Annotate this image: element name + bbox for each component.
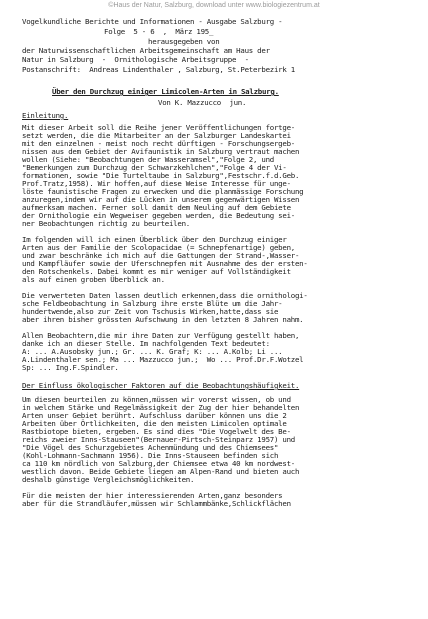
body-line: Sp: ... Ing.F.Spindler. (22, 363, 119, 372)
header-line: Natur in Salzburg - Ornithologische Arbeitsgruppe - (22, 55, 249, 64)
body-line: ca 110 km nördlich von Salzburg,der Chiemsee etwa 40 km nordwest- (22, 459, 295, 468)
article-title: Über den Durchzug einiger Limicolen-Arten in Salzburg. (52, 87, 279, 96)
body-line: sche Feldbeobachtung in Salzburg ihre erste Blüte um die Jahr- (22, 299, 283, 308)
body-line: Prof.Tratz,1958). Wir hoffen,auf diese Weise Interesse für unge- (22, 179, 291, 188)
body-line: Arten aus der Familie der Scolopacidae (= Schnepfenartige) geben, (22, 243, 295, 252)
body-line: formationen, sowie "Die Turteltaube in Salzburg",Festschr.f.d.Geb. (22, 171, 300, 180)
body-line: und Kampfläufer sowie der Uferschnepfen mit Ausnahme des der ersten- (22, 259, 308, 268)
body-line: Mit dieser Arbeit soll die Reihe jener Veröffentlichungen fortge- (22, 123, 295, 132)
body-line: deshalb günstige Vergleichsmöglichkeiten. (22, 475, 195, 484)
body-line: "Die Vögel des Schurzgebietes Achenmündung und des Chiemsees" (22, 443, 279, 452)
body-line: Arbeiten über Örtlichkeiten, die den meisten Limicolen optimale (22, 419, 287, 428)
body-line: "Bemerkungen zum Durchzug der Schwarzkehlchen","Folge 4 der Vi- (22, 163, 287, 172)
body-line: setzt werden, die die Mitarbeiter an der Salzburger Landeskartei (22, 131, 291, 140)
body-line: anzuregen,indem wir auf die Lücken in unserem gegenwärtigen Wissen (22, 195, 300, 204)
body-line: den Rotschenkels. Dabei kommt es mir weniger auf Vollständigkeit (22, 267, 291, 276)
header-line: Vogelkundliche Berichte und Informationen - Ausgabe Salzburg - (22, 17, 283, 26)
body-line: aufmerksam machen. Ferner soll damit dem Neuling auf dem Gebiete (22, 203, 291, 212)
body-line: als auf einen groben Überblick an. (22, 275, 165, 284)
header-line: Postanschrift: Andreas Lindenthaler , Salzburg, St.Peterbezirk 1 (22, 65, 295, 74)
body-line: der Ornithologie ein Wegweiser gegeben werden, die Bedeutung sei- (22, 211, 295, 220)
body-line: Rastbiotope bieten, ergeben. Es sind dies "Die Vogelwelt des Be- (22, 427, 291, 436)
body-line: A: ... A.Ausobsky jun.; Gr. ... K. Graf; K: ... A.Kolb; Li ... (22, 347, 283, 356)
body-line: (Kohl-Lohmann-Sachmann 1956). Die Inns-Stauseen befinden sich (22, 451, 279, 460)
body-line: löste faunistische Fragen zu erwecken und die planmässige Forschung (22, 187, 304, 196)
header-line: Folge 5 - 6 , März 195_ (104, 27, 214, 36)
body-line: in welchem Stärke und Regelmässigkeit der Zug der hier behandelten (22, 403, 300, 412)
section-heading: Der Einfluss ökologischer Faktoren auf die Beobachtungshäufigkeit. (22, 381, 300, 390)
body-line: danke ich an dieser Stelle. Im nachfolgenden Text bedeutet: (22, 339, 270, 348)
section-heading: Einleitung. (22, 111, 69, 120)
article-author: Von K. Mazzucco jun. (158, 98, 247, 107)
body-line: westlich davon. Beide Gebiete liegen am Alpen-Rand und bieten auch (22, 467, 300, 476)
body-line: mit den einzelnen - meist noch recht dürftigen - Forschungsergeb- (22, 139, 295, 148)
body-line: Im folgenden will ich einen Überblick über den Durchzug einiger (22, 235, 287, 244)
body-line: und zwar beschränke ich mich auf die Gattungen der Strand-,Wasser- (22, 251, 300, 260)
body-line: aber für die Strandläufer,müssen wir Schlammbänke,Schlickflächen (22, 499, 291, 508)
body-line: Um diesen beurteilen zu können,müssen wir vorerst wissen, ob und (22, 395, 291, 404)
header-line: herausgegeben von (148, 37, 220, 46)
body-line: aber ihren bisher grössten Aufschwung in den letzten 8 Jahren nahm. (22, 315, 304, 324)
body-line: hundertwende,also zur Zeit von Tschusis Wirken,hatte,dass sie (22, 307, 279, 316)
header-line: der Naturwissenschaftlichen Arbeitsgemeinschaft am Haus der (22, 46, 270, 55)
body-line: A.Lindenthaler sen.; Ma ... Mazzucco jun.; Wo ... Prof.Dr.F.Wotzel (22, 355, 304, 364)
body-line: Die verwerteten Daten lassen deutlich erkennen,dass die ornithologi- (22, 291, 308, 300)
body-line: Arten unser Gebiet berührt. Aufschluss darüber können uns die 2 (22, 411, 287, 420)
body-line: Allen Beobachtern,die mir ihre Daten zur Verfügung gestellt haben, (22, 331, 300, 340)
body-line: nissen aus dem Gebiet der Avifaunistik in Salzburg vertraut machen (22, 147, 300, 156)
body-line: wollen (Siehe: "Beobachtungen der Wasseramsel","Folge 2, und (22, 155, 274, 164)
body-line: reichs zweier Inns-Stauseen"(Bernauer-Pirtsch-Steinparz 1957) und (22, 435, 295, 444)
body-line: Für die meisten der hier interessierenden Arten,ganz besonders (22, 491, 283, 500)
body-line: ner Beobachtungen richtig zu beurteilen. (22, 219, 190, 228)
watermark: ©Haus der Natur, Salzburg, download unter www.biologiezentrum.at (108, 2, 320, 9)
